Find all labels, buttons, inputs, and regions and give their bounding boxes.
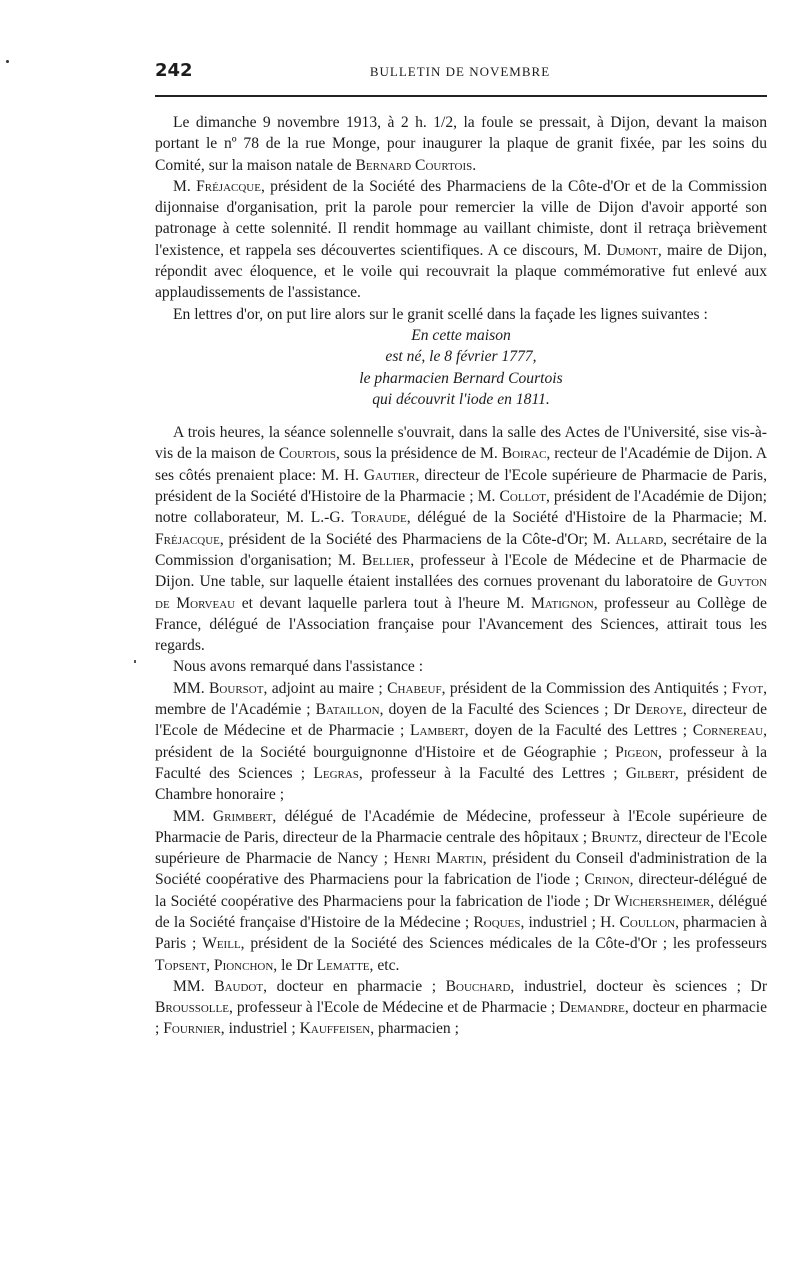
- page-header: [155, 60, 765, 86]
- person-name: Demandre: [559, 999, 625, 1017]
- person-name: Bataillon: [315, 701, 380, 719]
- person-name: Grimbert: [212, 807, 273, 825]
- person-name: Broussolle: [155, 999, 229, 1017]
- person-name: Lambert: [410, 722, 465, 740]
- person-name: Wichersheimer: [614, 892, 711, 910]
- person-name: Bellier: [361, 551, 411, 569]
- inscription-line: est né, le 8 février 1777,: [385, 348, 537, 366]
- page-number: 242: [155, 60, 193, 81]
- paragraph-inauguration: Le dimanche 9 novembre 1913, à 2 h. 1/2, la foule se pressait, à Dijon, devant la maison portant le nº 78 de la rue Monge, pour inaugurer la plaque de granit fixée, par les soins du Comité, sur la maison natale de Bernard Courtois.: [155, 114, 767, 174]
- running-title: BULLETIN DE NOVEMBRE: [369, 64, 551, 79]
- person-name: Fyot: [731, 679, 764, 697]
- article-body: [155, 112, 767, 1040]
- person-name: Fréjacque: [196, 177, 261, 195]
- person-name: Lematte: [316, 956, 370, 974]
- person-name: Allard: [615, 530, 664, 548]
- paragraph-attendees-3: MM. Baudot, docteur en pharmacie ; Bouchard, industriel, docteur ès sciences ; Dr Broussolle, professeur à l'Ecole de Médecine et de Pharmacie ; Demandre, docteur en pharmacie ; Fournier, industriel ; Kauffeisen, pharmacien ;: [155, 977, 768, 1038]
- person-name: Weill: [202, 935, 241, 953]
- margin-mark: [134, 660, 136, 663]
- paragraph-attendance-intro: Nous avons remarqué dans l'assistance :: [173, 658, 424, 676]
- person-name: Coullon: [619, 913, 676, 931]
- person-name: Boirac: [501, 445, 547, 463]
- person-name: Courtois: [278, 445, 336, 463]
- person-name: Roques: [473, 913, 521, 931]
- person-name: Guyton de Morveau: [155, 573, 767, 612]
- person-name: Pionchon: [213, 956, 274, 974]
- scan-speck: [6, 60, 9, 63]
- paragraph-ceremony: A trois heures, la séance solennelle s'ouvrait, dans la salle des Actes de l'Université, sise vis-à-vis de la maison de Courtois, sous la présidence de M. Boirac, recteur de l'Académie de Dijon. A ses côtés prenaient place: M. H. Gautier, directeur de l'Ecole supérieure de Pharmacie de Paris, président de la Société d'Histoire de la Pharmacie ; M. Collot, président de l'Académie de Dijon; notre collaborateur, M. L.-G. Toraude, délégué de la Société d'Histoire de la Pharmacie; M. Fréjacque, président de la Société des Pharmaciens de la Côte-d'Or; M. Allard, secrétaire de la Commission d'organisation; M. Bellier, professeur à l'Ecole de Médecine et de Pharmacie de Dijon. Une table, sur laquelle étaient installées des cornues provenant du laboratoire de Guyton de Morveau et devant laquelle parlera tout à l'heure M. Matignon, professeur au Collège de France, délégué de l'Association française pour l'Avancement des Sciences, attirait tous les regards.: [155, 424, 767, 655]
- person-name: Cornereau: [692, 722, 764, 740]
- person-name: Pigeon: [615, 743, 659, 761]
- paragraph-attendees-2: MM. Grimbert, délégué de l'Académie de Médecine, professeur à l'Ecole supérieure de Pharmacie de Paris, directeur de la Pharmacie centrale des hôpitaux ; Bruntz, directeur de l'Ecole supérieure de Pharmacie de Nancy ; Henri Martin, président du Conseil d'administration de la Société coopérative des Pharmaciens pour la fabrication de l'iode ; Crinon, directeur-délégué de la Société coopérative des Pharmaciens pour la fabrication de l'iode ; Dr Wichersheimer, délégué de la Société française d'Histoire de la Médecine ; Roques, industriel ; H. Coullon, pharmacien à Paris ; Weill, président de la Société des Sciences médicales de la Côte-d'Or ; les professeurs Topsent, Pionchon, le Dr Lematte, etc.: [155, 807, 768, 974]
- person-name: Henri Martin: [393, 850, 483, 868]
- inscription-line: qui découvrit l'iode en 1811.: [372, 390, 550, 408]
- person-name: Gilbert: [625, 764, 675, 782]
- person-name: Chabeuf: [387, 679, 442, 697]
- person-name: Bouchard: [445, 977, 511, 995]
- person-name: Deroye: [634, 701, 683, 719]
- person-name: Boursot: [209, 679, 264, 697]
- person-name: Gautier: [363, 466, 416, 484]
- person-name: Bernard Courtois: [355, 156, 473, 174]
- person-name: Crinon: [584, 871, 630, 889]
- inscription-line: En cette maison: [411, 326, 511, 344]
- header-rule: [155, 95, 767, 97]
- person-name: Topsent: [155, 956, 207, 974]
- person-name: Toraude: [351, 509, 407, 527]
- person-name: Collot: [499, 488, 546, 506]
- person-name: Matignon: [530, 594, 594, 612]
- person-name: Kauffeisen: [299, 1020, 371, 1038]
- plaque-inscription: [155, 325, 767, 410]
- inscription-line: le pharmacien Bernard Courtois: [359, 369, 563, 387]
- person-name: Baudot: [214, 977, 264, 995]
- person-name: Fournier: [163, 1020, 221, 1038]
- paragraph-attendees-1: MM. Boursot, adjoint au maire ; Chabeuf, président de la Commission des Antiquités ; Fyot, membre de l'Académie ; Bataillon, doyen de la Faculté des Sciences ; Dr Deroye, directeur de l'Ecole de Médecine et de Pharmacie ; Lambert, doyen de la Faculté des Lettres ; Cornereau, président de la Société bourguignonne d'Histoire et de Géographie ; Pigeon, professeur à la Faculté des Sciences ; Legras, professeur à la Faculté des Lettres ; Gilbert, président de Chambre honoraire ;: [155, 679, 768, 804]
- person-name: Legras: [313, 764, 359, 782]
- person-name: Bruntz: [591, 828, 639, 846]
- person-name: Fréjacque: [155, 530, 220, 548]
- paragraph-speeches: M. Fréjacque, président de la Société des Pharmaciens de la Côte-d'Or et de la Commission dijonnaise d'organisation, prit la parole pour remercier la ville de Dijon d'avoir apporté son patronage à cette solennité. Il rendit hommage au vaillant chimiste, dont il retraça brièvement l'existence, et rappela ses découvertes scientifiques. A ce discours, M. Dumont, maire de Dijon, répondit avec éloquence, et le voile qui recouvrait la plaque commémorative fut enlevé aux applaudissements de l'assistance.: [155, 177, 767, 302]
- paragraph-plaque-intro: En lettres d'or, on put lire alors sur le granit scellé dans la façade les lignes suivantes :: [173, 305, 708, 323]
- person-name: Dumont: [606, 241, 658, 259]
